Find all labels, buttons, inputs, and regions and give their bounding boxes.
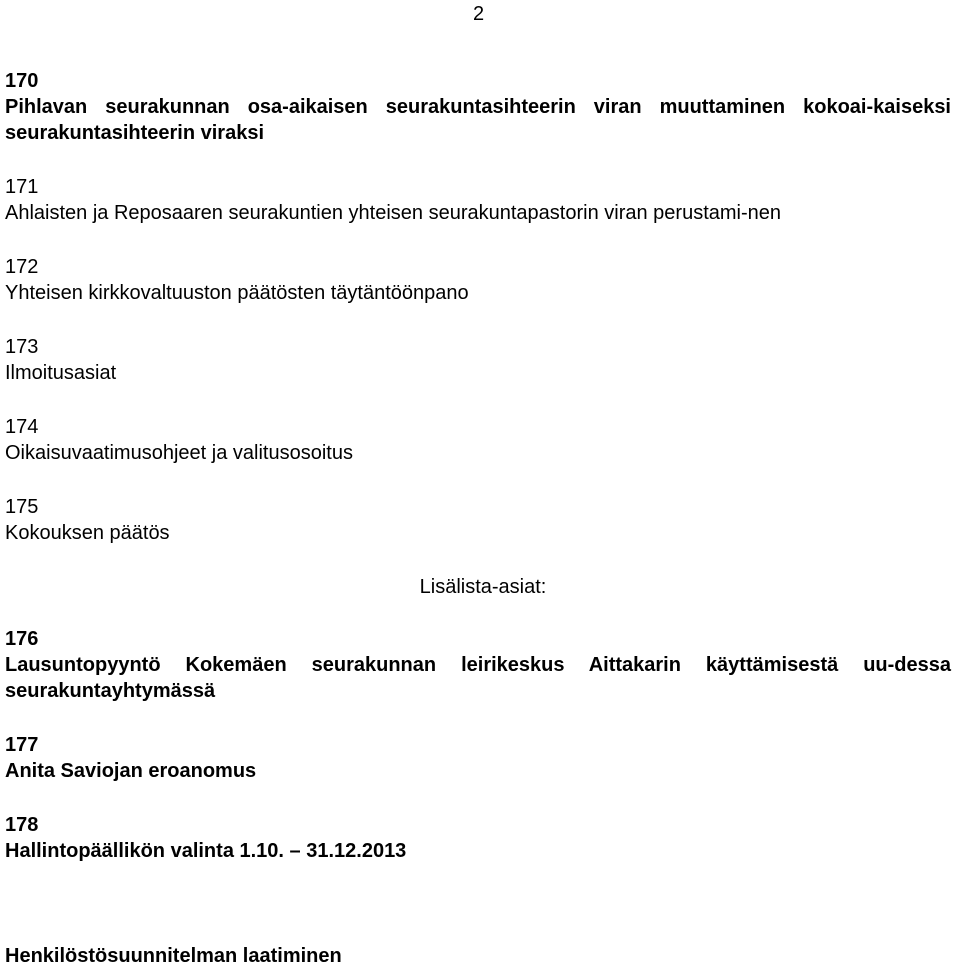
additional-agenda-item <box>5 626 951 704</box>
agenda-list <box>5 68 951 892</box>
agenda-item-number: 173 <box>5 336 39 358</box>
agenda-item-title: Kokouksen päätös <box>5 522 170 544</box>
additional-agenda-item <box>5 812 951 864</box>
agenda-item-title: Ahlaisten ja Reposaaren seurakuntien yhteisen seurakuntapastorin viran perustami-nen <box>5 202 782 224</box>
agenda-item-title: Lausuntopyyntö Kokemäen seurakunnan leirikeskus Aittakarin käyttämisestä uu-dessa seurakuntayhtymässä <box>5 654 951 702</box>
agenda-item-number: 170 <box>5 70 39 92</box>
agenda-item <box>5 494 951 546</box>
agenda-item-title: Pihlavan seurakunnan osa-aikaisen seurakuntasihteerin viran muuttaminen kokoai-kaiseksi seurakuntasihteerin viraksi <box>5 96 951 144</box>
agenda-item-number: 171 <box>5 176 39 198</box>
agenda-item-title: Ilmoitusasiat <box>5 362 117 384</box>
agenda-item <box>5 414 951 466</box>
agenda-item-title: Yhteisen kirkkovaltuuston päätösten täytäntöönpano <box>5 282 469 304</box>
agenda-item-number: 176 <box>5 628 39 650</box>
agenda-item <box>5 174 951 226</box>
agenda-item-number: 174 <box>5 416 39 438</box>
agenda-item <box>5 254 951 306</box>
agenda-item-number: 177 <box>5 734 39 756</box>
trailing-agenda-title: Henkilöstösuunnitelman laatiminen <box>5 945 342 967</box>
agenda-item-title: Oikaisuvaatimusohjeet ja valitusosoitus <box>5 442 353 464</box>
agenda-item <box>5 68 951 146</box>
agenda-item <box>5 334 951 386</box>
additional-items-heading: Lisälista-asiat: <box>419 576 547 598</box>
agenda-item-number: 172 <box>5 256 39 278</box>
agenda-item-title: Anita Saviojan eroanomus <box>5 760 257 782</box>
additional-agenda-item <box>5 732 951 784</box>
page-number: 2 <box>473 3 485 25</box>
agenda-item-number: 178 <box>5 814 39 836</box>
agenda-item-title: Hallintopäällikön valinta 1.10. – 31.12.2013 <box>5 840 407 862</box>
agenda-item-number: 175 <box>5 496 39 518</box>
